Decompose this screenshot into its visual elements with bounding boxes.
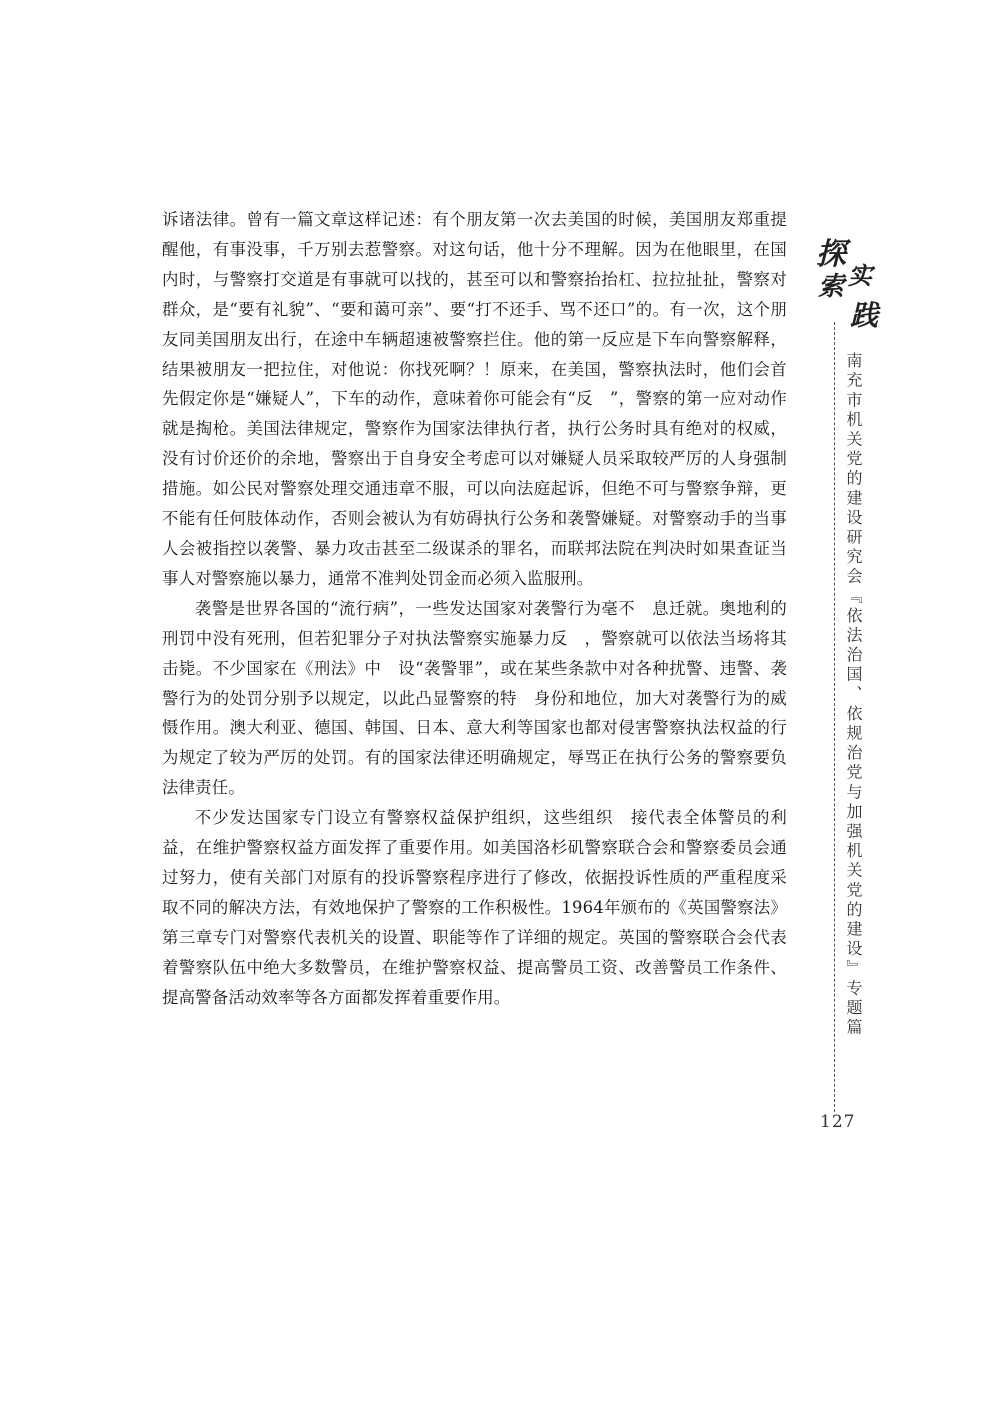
body-text — [162, 205, 787, 1012]
sidebar-dashed-divider — [834, 322, 835, 1112]
logo-char-2: 索 — [818, 272, 845, 302]
sidebar-section-title: 南充市机关党的建设研究会『依法治国、依规治党与加强机关党的建设』专题篇 — [844, 352, 863, 1038]
logo-char-1: 探 — [816, 237, 846, 272]
paragraph-1: 诉诸法律。曾有一篇文章这样记述：有个朋友第一次去美国的时候，美国朋友郑重提醒他，有事没事，千万别去惹警察。对这句话，他十分不理解。因为在他眼里，在国内时，与警察打交道是有事就可以找的，甚至可以和警察抬抬杠、拉拉扯扯，警察对群众，是“要有礼貌”、“要和蔼可亲”、要“打不还手、骂不还口”的。有一次，这个朋友同美国朋友出行，在途中车辆超速被警察拦住。他的第一反应是下车向警察解释，结果被朋友一把拉住，对他说：你找死啊？！原来，在美国，警察执法时，他们会首先假定你是“嫌疑人”，下车的动作，意味着你可能会有“反 ”，警察的第一应对动作就是掏枪。美国法律规定，警察作为国家法律执行者，执行公务时具有绝对的权威，没有讨价还价的余地，警察出于自身安全考虑可以对嫌疑人员采取较严厉的人身强制措施。如公民对警察处理交通违章不服，可以向法庭起诉，但绝不可与警察争辩，更不能有任何肢体动作，否则会被认为有妨碍执行公务和袭警嫌疑。对警察动手的当事人会被指控以袭警、暴力攻击甚至二级谋杀的罪名，而联邦法院在判决时如果查证当事人对警察施以暴力，通常不准判处罚金而必须入监服刑。 — [162, 210, 787, 588]
section-logo — [812, 238, 882, 338]
paragraph-2: 袭警是世界各国的“流行病”，一些发达国家对袭警行为毫不 息迁就。奥地利的刑罚中没有死刑，但若犯罪分子对执法警察实施暴力反 ，警察就可以依法当场将其击毙。不少国家在《刑法》中 设“袭警罪”，或在某些条款中对各种扰警、违警、袭警行为的处罚分别予以规定，以此凸显警察的特 身份和地位，加大对袭警行为的威慑作用。澳大利亚、德国、韩国、日本、意大利等国家也都对侵害警察执法权益的行为规定了较为严厉的处罚。有的国家法律还明确规定，辱骂正在执行公务的警察要负法律责任。 — [162, 598, 787, 798]
paragraph-3: 不少发达国家专门设立有警察权益保护组织，这些组织 接代表全体警员的利益，在维护警察权益方面发挥了重要作用。如美国洛杉矶警察联合会和警察委员会通过努力，使有关部门对原有的投诉警察程序进行了修改，依据投诉性质的严重程度采取不同的解决方法，有效地保护了警察的工作积极性。1964年颁布的《英国警察法》第三章专门对警察代表机关的设置、职能等作了详细的规定。英国的警察联合会代表着警察队伍中绝大多数警员，在维护警察权益、提高警员工资、改善警员工作条件、提高警备活动效率等各方面都发挥着重要作用。 — [162, 808, 787, 1007]
logo-char-4: 践 — [850, 299, 879, 332]
page-number: 127 — [820, 1112, 856, 1132]
logo-char-3: 实 — [848, 261, 872, 290]
